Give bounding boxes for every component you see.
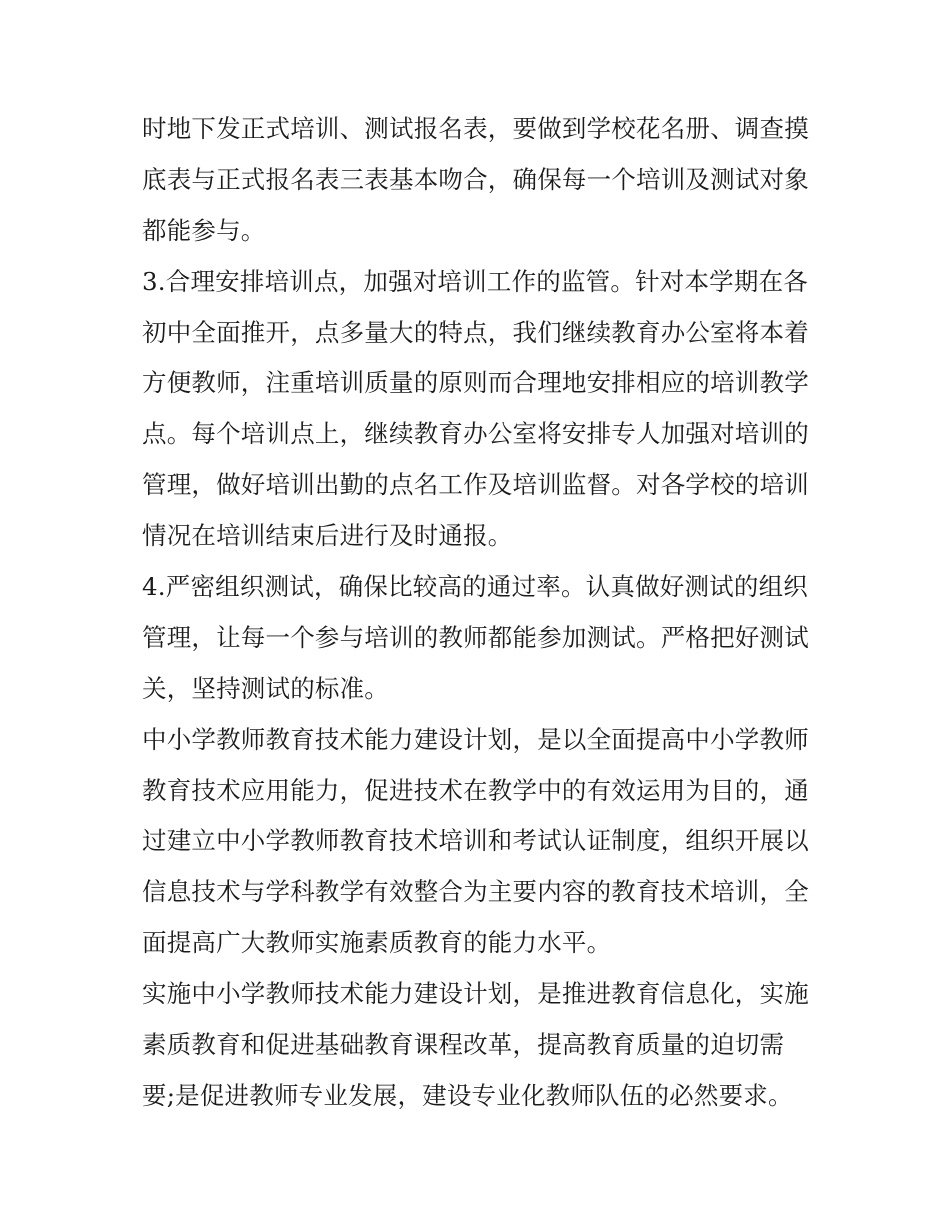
text-line: 底表与正式报名表三表基本吻合，确保每一个培训及测试对象 <box>142 164 809 194</box>
text-line: 情况在培训结束后进行及时通报。 <box>142 521 513 551</box>
text-line: 都能参与。 <box>142 215 266 245</box>
text-line: 点。每个培训点上，继续教育办公室将安排专人加强对培训的 <box>142 419 809 449</box>
text-line: 初中全面推开，点多量大的特点，我们继续教育办公室将本着 <box>142 317 809 347</box>
text-line: 要;是促进教师专业发展，建设专业化教师队伍的必然要求。 <box>142 1080 793 1110</box>
text-line: 信息技术与学科教学有效整合为主要内容的教育技术培训，全 <box>142 877 809 907</box>
text-line: 4.严密组织测试，确保比较高的通过率。认真做好测试的组织 <box>142 572 808 602</box>
text-line: 方便教师，注重培训质量的原则而合理地安排相应的培训教学 <box>142 368 809 398</box>
text-line: 教育技术应用能力，促进技术在教学中的有效运用为目的，通 <box>142 775 809 805</box>
text-line: 中小学教师教育技术能力建设计划，是以全面提高中小学教师 <box>142 724 809 754</box>
text-line: 面提高广大教师实施素质教育的能力水平。 <box>142 928 612 958</box>
text-line: 管理，做好培训出勤的点名工作及培训监督。对各学校的培训 <box>142 470 809 500</box>
text-line: 3.合理安排培训点，加强对培训工作的监管。针对本学期在各 <box>142 266 808 296</box>
text-line: 素质教育和促进基础教育课程改革，提高教育质量的迫切需 <box>142 1030 785 1060</box>
text-line: 实施中小学教师技术能力建设计划，是推进教育信息化，实施 <box>142 979 809 1009</box>
text-line: 过建立中小学教师教育技术培训和考试认证制度，组织开展以 <box>142 826 809 856</box>
text-line: 管理，让每一个参与培训的教师都能参加测试。严格把好测试 <box>142 622 809 652</box>
text-line: 关，坚持测试的标准。 <box>142 673 389 703</box>
text-line: 时地下发正式培训、测试报名表，要做到学校花名册、调查摸 <box>142 114 809 143</box>
document-body <box>142 104 812 1122</box>
